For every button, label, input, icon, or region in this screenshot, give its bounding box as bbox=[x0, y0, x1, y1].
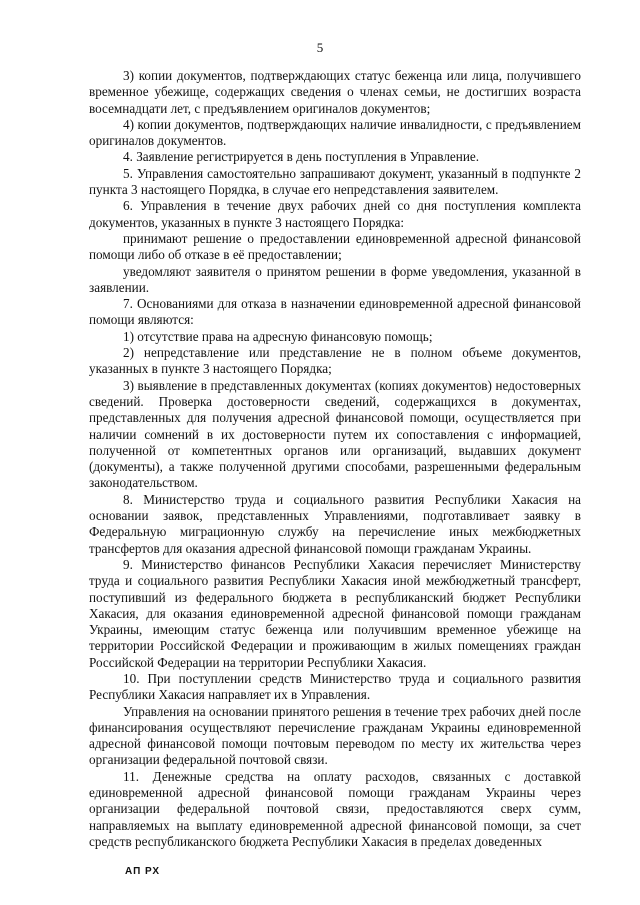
paragraph: принимают решение о предоставлении единовременной адресной финансовой помощи либо об отказе в её предоставлении; bbox=[89, 230, 581, 263]
paragraph: 1) отсутствие права на адресную финансовую помощь; bbox=[123, 328, 433, 344]
paragraph: 9. Министерство финансов Республики Хакасия перечисляет Министерству труда и социального развития Республики Хакасия иной межбюджетный трансферт, поступивший из федерального бюджета в республиканский бюджет Республики Хакасия, для оказания единовременной адресной финансовой помощи гражданам Украины, имеющим статус беженца или получившим временное убежище на территории Российской Федерации и проживающим в жилых помещениях граждан Российской Федерации на территории Республики Хакасия. bbox=[89, 556, 581, 670]
paragraph: 6. Управления в течение двух рабочих дней со дня поступления комплекта документов, указанных в пункте 3 настоящего Порядка: bbox=[89, 198, 581, 230]
paragraph: 3) копии документов, подтверждающих статус беженца или лица, получившего временное убежище, содержащих сведения о членах семьи, не достигших возраста восемнадцати лет, с предъявлением оригиналов документов; bbox=[89, 68, 581, 116]
paragraph: 3) выявление в представленных документах (копиях документов) недостоверных сведений. Проверка достоверности сведений, содержащихся в документах, представленных для получения адресной финансовой помощи, осуществляется при наличии сомнений в их достоверности путем их сопоставления с информацией, полученной от компетентных органов или организаций, выдавших документ (документы), а также полученной другими способами, разрешенными федеральным законодательством. bbox=[89, 377, 581, 491]
paragraph: 11. Денежные средства на оплату расходов, связанных с доставкой единовременной адресной финансовой помощи гражданам Украины через организации федеральной почтовой связи, предоставляются сверх сумм, направляемых на выплату единовременной адресной финансовой помощи, за счет средств республиканского бюджета Республики Хакасия в пределах доведенных bbox=[89, 768, 581, 849]
paragraph: 10. При поступлении средств Министерство труда и социального развития Республики Хакасия направляет их в Управления. bbox=[89, 670, 581, 703]
paragraph: 4. Заявление регистрируется в день поступления в Управление. bbox=[123, 149, 480, 165]
page-number: 5 bbox=[316, 40, 324, 55]
paragraph: Управления на основании принятого решения в течение трех рабочих дней после финансирования осуществляют перечисление гражданам Украины единовременной адресной финансовой помощи почтовым переводом по месту их жительства через организации федеральной почтовой связи. bbox=[89, 703, 581, 768]
paragraph: 2) непредставление или представление не в полном объеме документов, указанных в пункте 3 настоящего Порядка; bbox=[89, 345, 581, 377]
document-body bbox=[89, 68, 581, 850]
paragraph: 5. Управления самостоятельно запрашивают документ, указанный в подпункте 2 пункта 3 настоящего Порядка, в случае его непредставления заявителем. bbox=[89, 165, 581, 198]
paragraph: 7. Основаниями для отказа в назначении единовременной адресной финансовой помощи являются: bbox=[89, 296, 581, 328]
footer-mark: АП РХ bbox=[125, 866, 161, 877]
paragraph: 4) копии документов, подтверждающих наличие инвалидности, с предъявлением оригиналов документов. bbox=[89, 116, 581, 149]
paragraph: 8. Министерство труда и социального развития Республики Хакасия на основании заявок, представленных Управлениями, подготавливает заявку в Федеральную миграционную службу на перечисление иных межбюджетных трансфертов для оказания адресной финансовой помощи гражданам Украины. bbox=[89, 491, 581, 556]
paragraph: уведомляют заявителя о принятом решении в форме уведомления, указанной в заявлении. bbox=[89, 263, 581, 295]
